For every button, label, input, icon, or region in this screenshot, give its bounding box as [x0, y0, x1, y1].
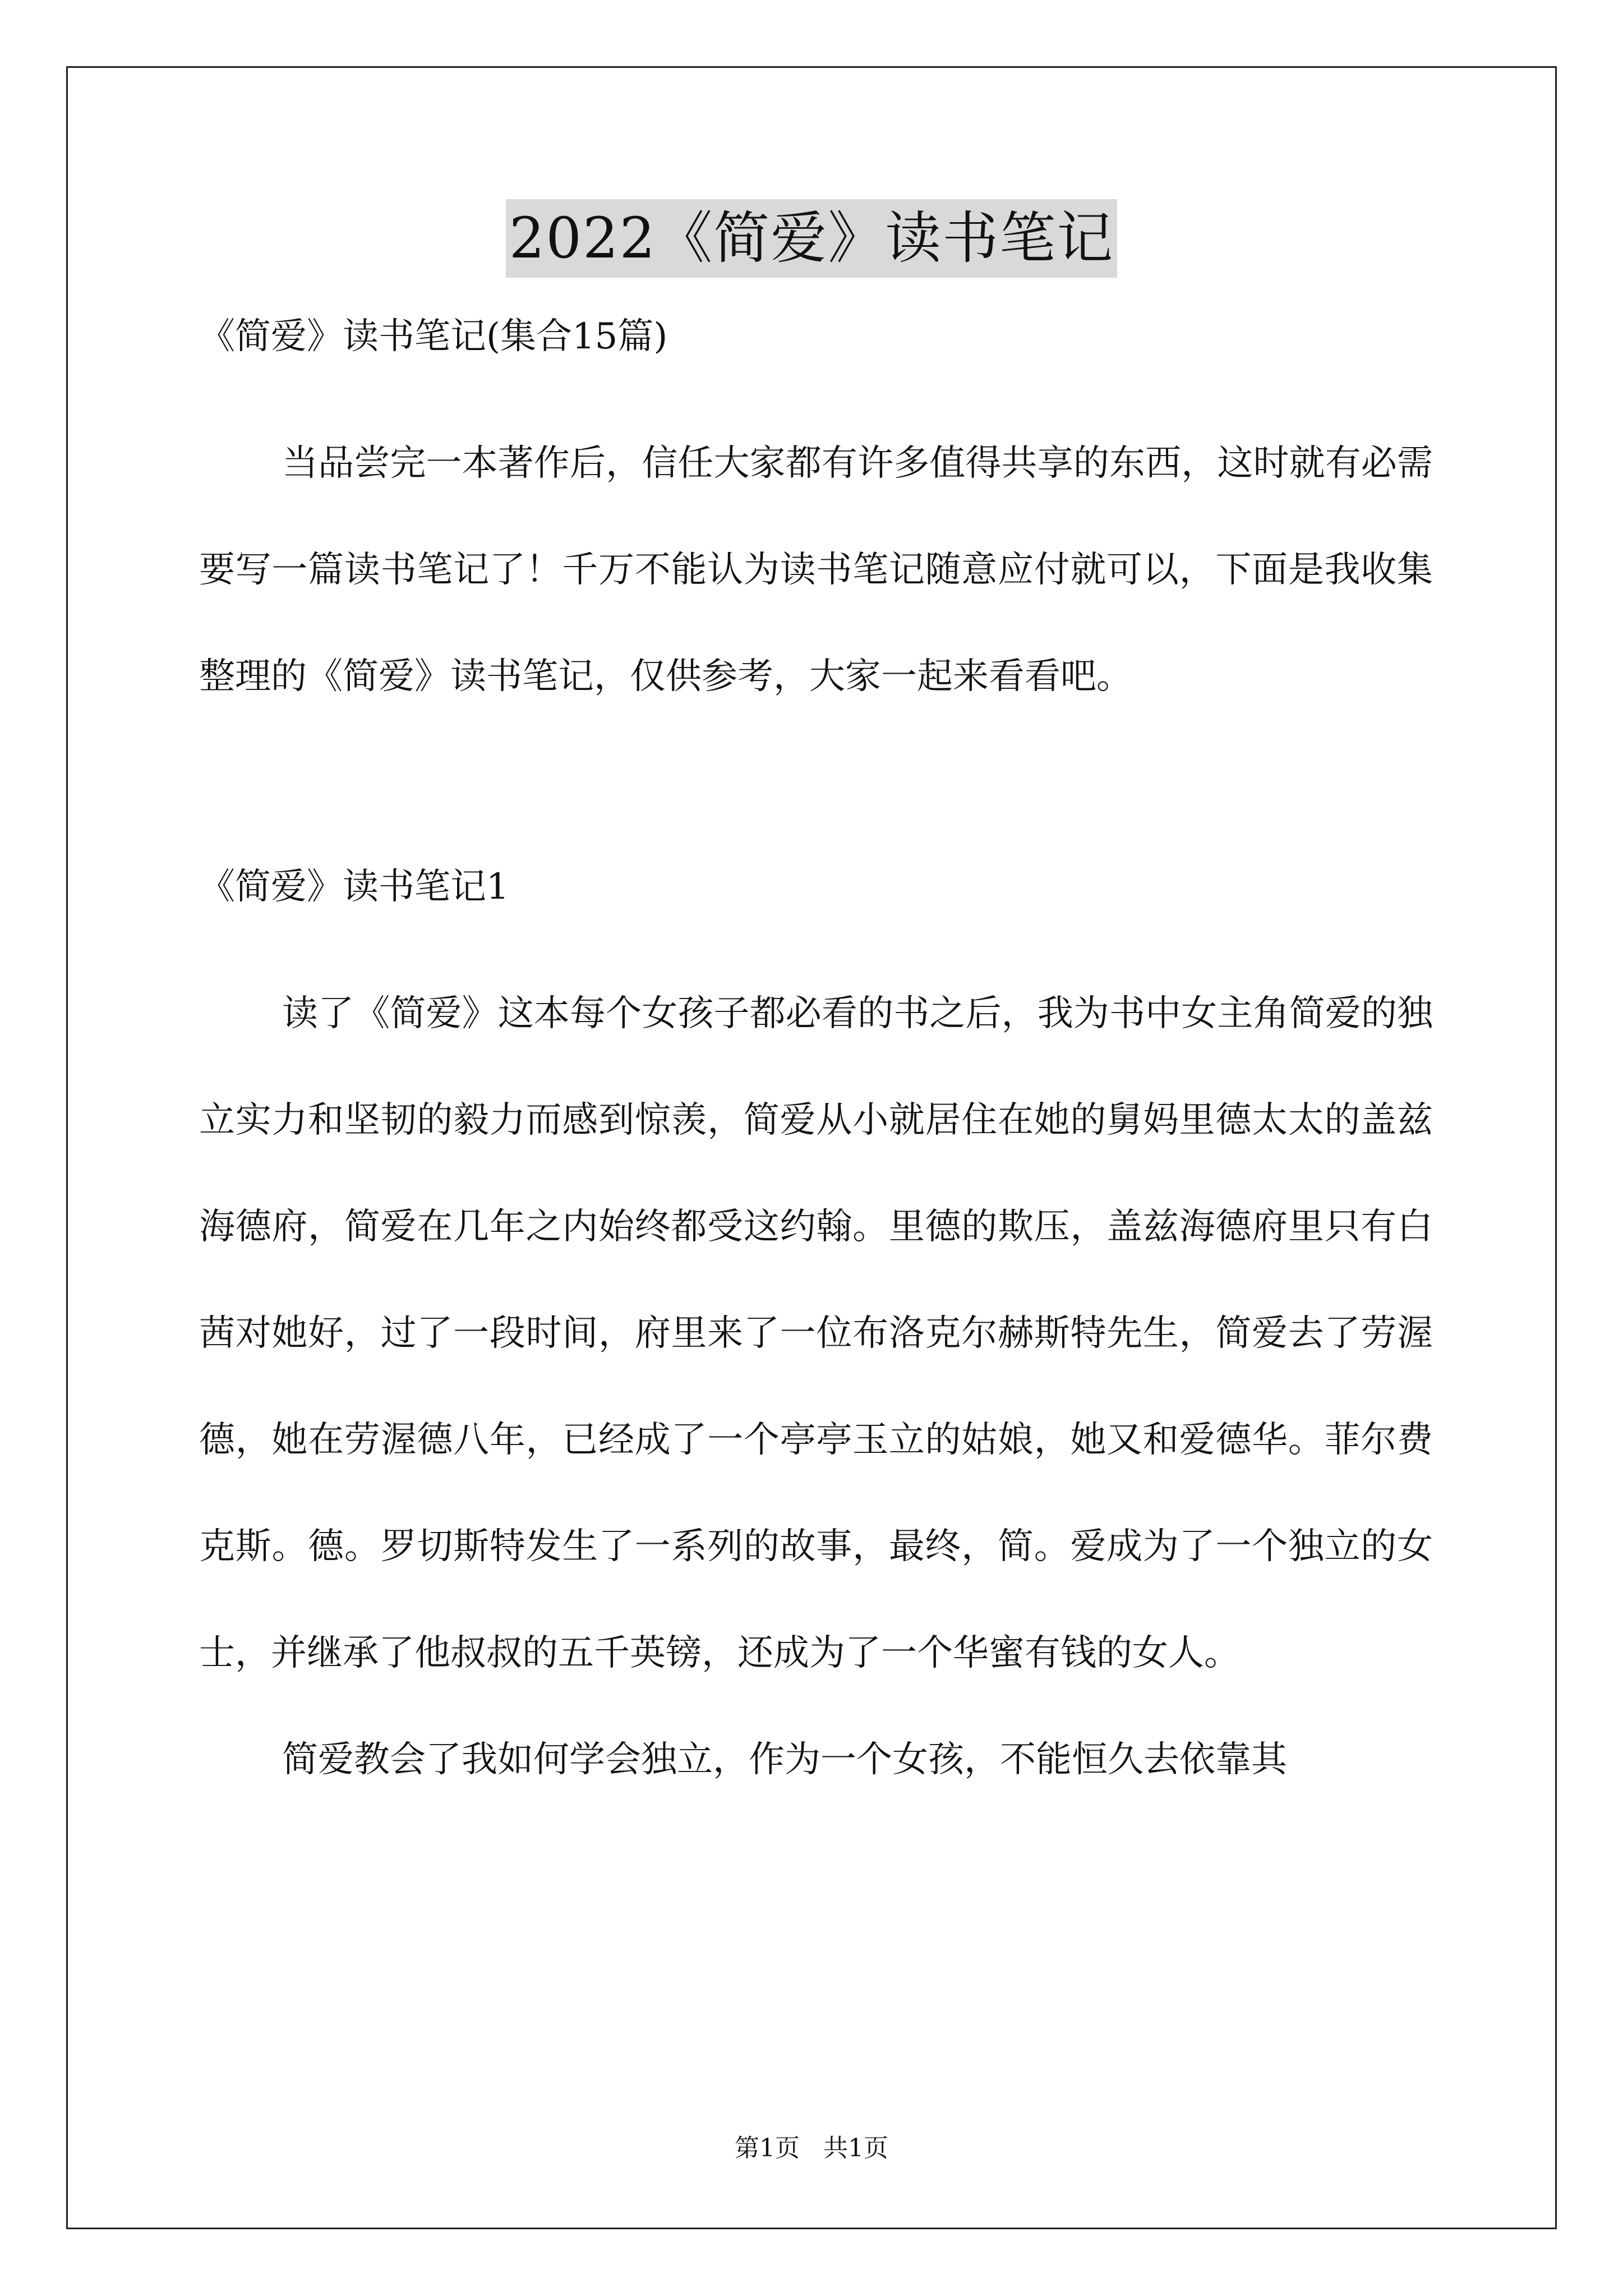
intro-paragraph: 当品尝完一本著作后，信任大家都有许多值得共享的东西，这时就有必需要写一篇读书笔记了！千万不能认为读书笔记随意应付就可以，下面是我收集整理的《简爱》读书笔记，仅供参考，大家一起来看看吧。: [199, 443, 1433, 697]
document-subtitle: 《简爱》读书笔记(集合15篇): [199, 316, 668, 357]
document-title: 2022《简爱》读书笔记: [506, 199, 1118, 278]
section-heading: 《简爱》读书笔记1: [199, 866, 509, 908]
document-body: [199, 311, 1433, 1813]
page-footer: 第1页 共1页: [735, 2134, 888, 2162]
section-paragraph: 简爱教会了我如何学会独立，作为一个女孩，不能恒久去依靠其: [282, 1739, 1287, 1780]
title-container: [0, 199, 1623, 278]
section-paragraph: 读了《简爱》这本每个女孩子都必看的书之后，我为书中女主角简爱的独立实力和坚韧的毅力而感到惊羡，简爱从小就居住在她的舅妈里德太太的盖兹海德府，简爱在几年之内始终都受这约翰。里德的欺压，盖兹海德府里只有白茜对她好，过了一段时间，府里来了一位布洛克尔赫斯特先生，简爱去了劳渥德，她在劳渥德八年，已经成了一个亭亭玉立的姑娘，她又和爱德华。菲尔费克斯。德。罗切斯特发生了一系列的故事，最终，简。爱成为了一个独立的女士，并继承了他叔叔的五千英镑，还成为了一个华蜜有钱的女人。: [199, 993, 1433, 1674]
